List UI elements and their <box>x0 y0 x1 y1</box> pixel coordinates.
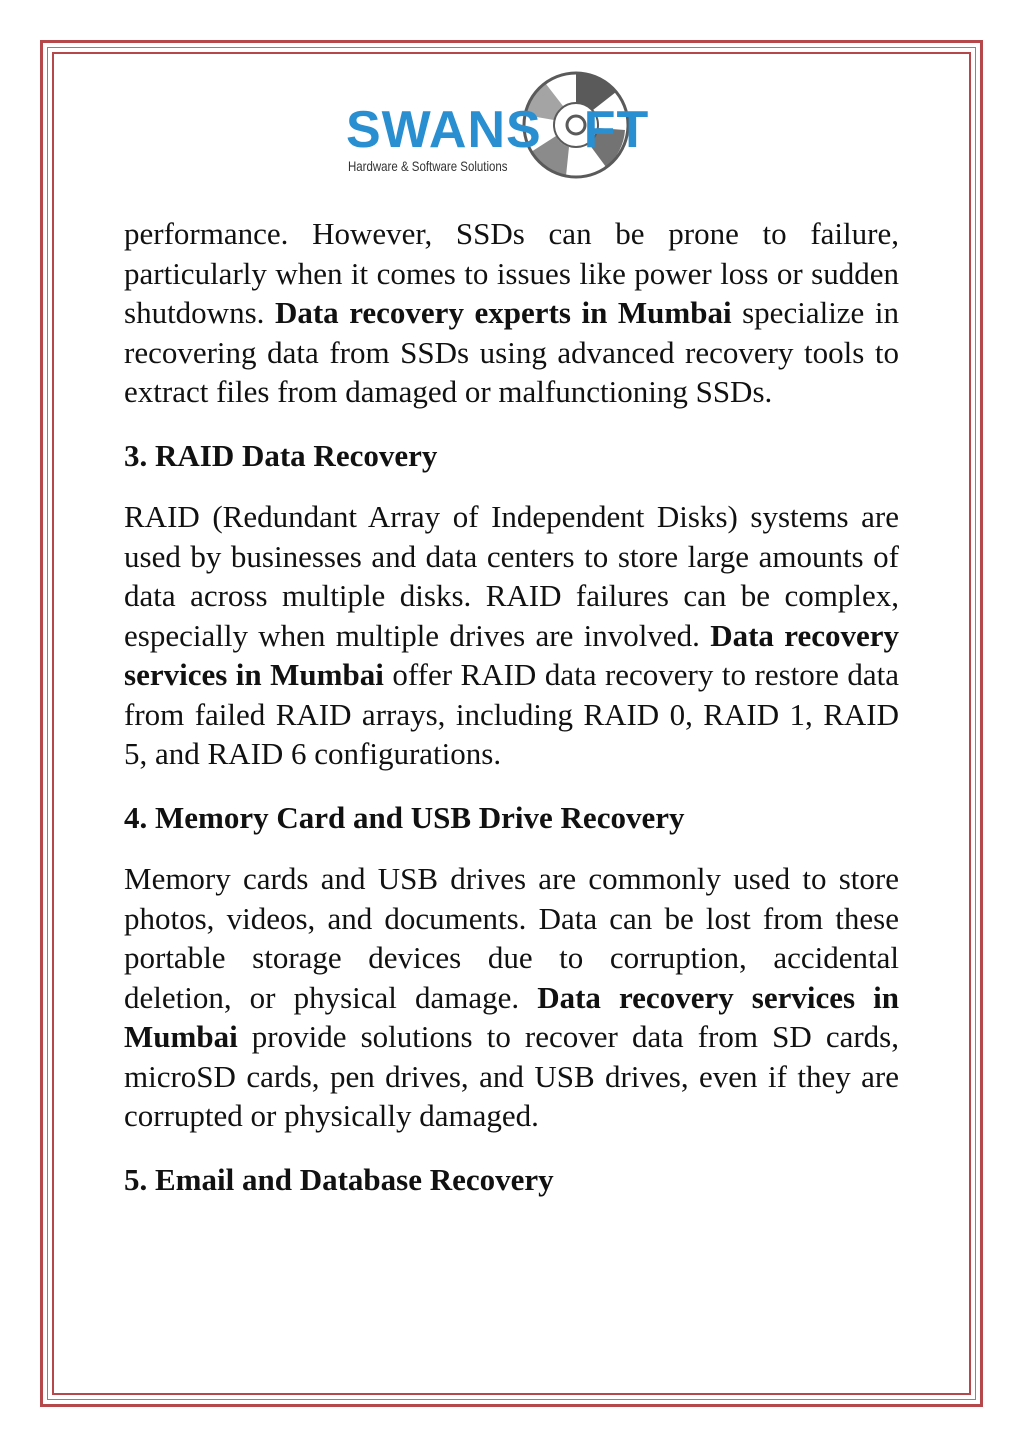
bold-phrase: Data recovery services in Mumbai <box>124 979 899 1054</box>
paragraph-text: provide solutions to recover data from SD cards, microSD cards, pen drives, and USB drives, even if they are corrupted or physically damaged. <box>124 1019 899 1133</box>
paragraph-memory-card <box>124 859 899 1136</box>
swansoft-logo <box>346 70 680 182</box>
document-body <box>124 214 899 1199</box>
logo-tagline: Hardware & Software Solutions <box>348 158 508 174</box>
logo-word-right: FT <box>583 101 650 159</box>
paragraph-text: Memory cards and USB drives are commonly used to store photos, videos, and documents. Data can be lost from these portable storage devices due to corruption, accidental deletion, or physical damage. <box>124 861 899 1015</box>
paragraph-text: offer RAID data recovery to restore data from failed RAID arrays, including RAID 0, RAID 1, RAID 5, and RAID 6 configurations. <box>124 657 900 771</box>
bold-phrase: Data recovery experts in Mumbai <box>274 295 732 330</box>
paragraph-raid <box>124 497 899 774</box>
logo-word-left: SWANS <box>346 101 542 159</box>
heading-email-database: 5. Email and Database Recovery <box>124 1161 554 1197</box>
bold-phrase: Data recovery services in Mumbai <box>124 617 899 692</box>
logo-wordmark <box>346 100 649 160</box>
paragraph-text: specialize in recovering data from SSDs using advanced recovery tools to extract files from damaged or malfunctioning SSDs. <box>124 295 899 409</box>
paragraph-text: performance. However, SSDs can be prone to failure, particularly when it comes to issues like power loss or sudden shutdowns. <box>124 216 899 330</box>
paragraph-text: RAID (Redundant Array of Independent Disks) systems are used by businesses and data centers to store large amounts of data across multiple disks. RAID failures can be complex, especially when multiple drives are involved. <box>124 499 899 653</box>
heading-raid: 3. RAID Data Recovery <box>124 437 438 473</box>
paragraph-ssd <box>124 214 899 412</box>
heading-memory-card: 4. Memory Card and USB Drive Recovery <box>124 799 685 835</box>
